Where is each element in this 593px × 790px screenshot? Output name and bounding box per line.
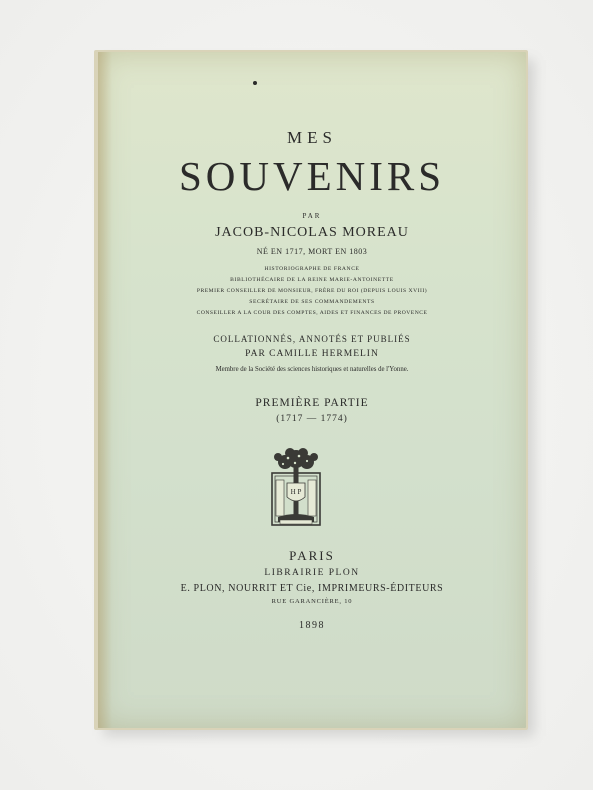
address: RUE GARANCIÈRE, 10 (271, 598, 353, 605)
ink-dot (253, 81, 257, 85)
city: PARIS (289, 548, 335, 563)
printer-mark-initials: H P (290, 488, 302, 496)
book-cover (98, 52, 526, 728)
author-title-4: SECRÉTAIRE DE SES COMMANDEMENTS (249, 299, 375, 305)
author-dates: NÉ EN 1717, MORT EN 1803 (256, 247, 368, 256)
editor-note: Membre de la Société des sciences historiques et naturelles de l'Yonne. (215, 366, 409, 373)
printer-mark-emblem (266, 447, 326, 531)
part-title: PREMIÈRE PARTIE (255, 397, 369, 409)
printers: E. PLON, NOURRIT ET Cie, IMPRIMEURS-ÉDITEURS (180, 583, 444, 594)
editor-name: PAR CAMILLE HERMELIN (245, 349, 379, 359)
author-name: JACOB-NICOLAS MOREAU (215, 225, 409, 240)
by-label: PAR (302, 212, 322, 220)
part-years: (1717 — 1774) (276, 414, 348, 424)
author-title-3: PREMIER CONSEILLER DE MONSIEUR, FRÈRE DU ROI (DEPUIS LOUIS XVIII) (196, 288, 428, 294)
title-large: SOUVENIRS (178, 153, 446, 199)
publication-year: 1898 (299, 620, 325, 631)
publisher: LIBRAIRIE PLON (264, 568, 360, 578)
author-title-1: HISTORIOGRAPHE DE FRANCE (264, 266, 360, 272)
author-title-2: BIBLIOTHÉCAIRE DE LA REINE MARIE-ANTOINETTE (230, 277, 394, 283)
title-small: MES (287, 128, 337, 147)
author-title-5: CONSEILLER A LA COUR DES COMPTES, AIDES ET FINANCES DE PROVENCE (196, 310, 428, 316)
collated-line: COLLATIONNÉS, ANNOTÉS ET PUBLIÉS (213, 334, 411, 344)
